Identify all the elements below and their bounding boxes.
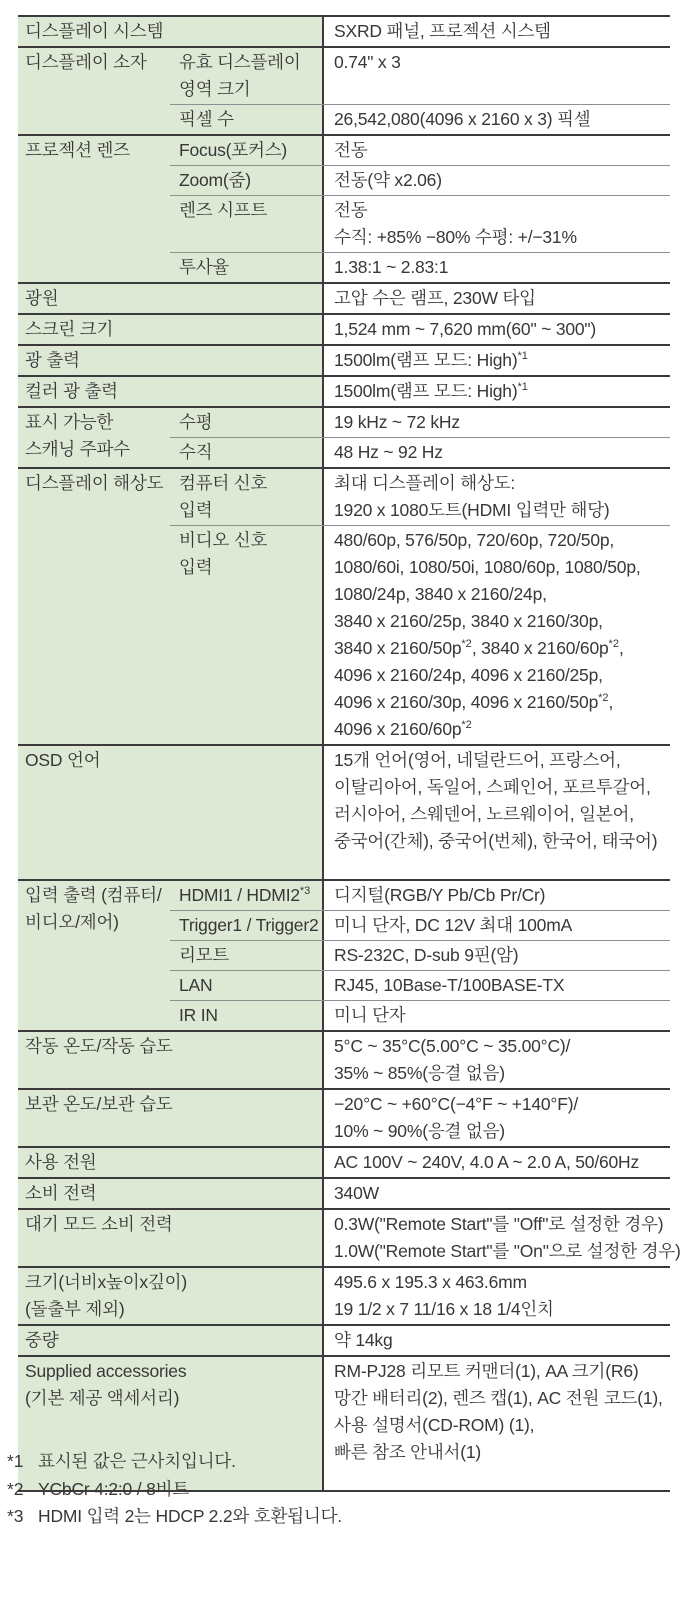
group-label	[18, 284, 322, 313]
group-label	[18, 346, 322, 375]
value-cell	[322, 1179, 670, 1208]
group-label-line: 중량	[25, 1330, 59, 1350]
table-row	[170, 48, 670, 104]
spec-group	[18, 1177, 670, 1208]
table-row	[170, 525, 670, 744]
sub-label-line: 영역 크기	[179, 79, 251, 99]
sub-label-line: 수직	[179, 442, 213, 462]
value-line: AC 100V ~ 240V, 4.0 A ~ 2.0 A, 50/60Hz	[334, 1152, 640, 1172]
spec-group	[18, 1266, 670, 1324]
sub-label-line: 렌즈 시프트	[179, 200, 268, 220]
value-cell	[322, 1148, 670, 1177]
sub-label	[170, 1001, 322, 1030]
value-line: 약 14kg	[334, 1330, 393, 1350]
value-line: SXRD 패널, 프로젝션 시스템	[334, 21, 551, 41]
sub-label	[170, 911, 322, 940]
sub-label-line: 비디오 신호	[179, 530, 268, 550]
sub-label	[170, 253, 322, 282]
group-label	[18, 746, 322, 879]
sub-label-line: 컴퓨터 신호	[179, 473, 268, 493]
value-line: RS-232C, D-sub 9핀(암)	[334, 945, 519, 965]
group-label-line: 디스플레이 시스템	[25, 21, 164, 41]
spec-group	[18, 879, 670, 1030]
spec-group	[18, 282, 670, 313]
group-label-line: 소비 전력	[25, 1183, 97, 1203]
value-cell	[322, 166, 670, 195]
value-cell	[322, 1001, 670, 1030]
spec-group	[18, 1030, 670, 1088]
value-line: 전동	[334, 200, 368, 220]
value-line: 전동(약 x2.06)	[334, 170, 442, 190]
sub-label-line: 투사율	[179, 257, 230, 277]
value-cell	[322, 196, 670, 252]
value-line: RM-PJ28 리모트 커맨더(1), AA 크기(R6)	[334, 1361, 639, 1381]
value-line: 1080/24p, 3840 x 2160/24p,	[334, 584, 547, 604]
group-label-line: 광원	[25, 288, 59, 308]
group-body	[322, 284, 670, 313]
footnote-marker: *1	[7, 1451, 24, 1471]
value-line: 러시아어, 스웨덴어, 노르웨이어, 일본어,	[334, 804, 634, 824]
group-label-line: 디스플레이 해상도	[25, 473, 164, 493]
group-label-line: 사용 전원	[25, 1152, 97, 1172]
table-row	[170, 1000, 670, 1030]
sub-label	[170, 941, 322, 970]
group-body	[170, 408, 670, 467]
sub-label	[170, 196, 322, 252]
value-cell	[322, 377, 670, 406]
group-label	[18, 1326, 322, 1355]
value-line: 48 Hz ~ 92 Hz	[334, 442, 443, 462]
group-label-line: 광 출력	[25, 350, 80, 370]
group-body	[322, 1179, 670, 1208]
value-line: 4096 x 2160/30p, 4096 x $2160/50p^{*2}$,	[334, 692, 614, 712]
value-cell	[322, 911, 670, 940]
table-row	[322, 1090, 670, 1146]
value-line: 0.74" x 3	[334, 52, 401, 72]
value-cell	[322, 469, 670, 525]
sub-label	[170, 166, 322, 195]
group-body	[170, 48, 670, 134]
group-label	[18, 315, 322, 344]
group-label-line: 보관 온도/보관 습도	[25, 1094, 173, 1114]
group-label	[18, 469, 170, 744]
value-line: 전동	[334, 140, 368, 160]
group-label	[18, 1090, 322, 1146]
table-row	[322, 1210, 681, 1266]
table-row	[170, 469, 670, 525]
group-body	[170, 881, 670, 1030]
value-cell	[322, 346, 670, 375]
value-line: 1080/60i, 1080/50i, 1080/60p, 1080/50p,	[334, 557, 641, 577]
table-row	[322, 1032, 670, 1088]
value-line: 빠른 참조 안내서(1)	[334, 1442, 482, 1462]
value-line: 19 kHz ~ 72 kHz	[334, 412, 460, 432]
value-cell	[322, 881, 670, 910]
group-label-line: 대기 모드 소비 전력	[25, 1214, 173, 1234]
footnote-text: HDMI 입력 2는 HDCP 2.2와 호환됩니다.	[38, 1506, 342, 1526]
spec-group	[18, 344, 670, 375]
sub-label-line: 입력	[179, 557, 213, 577]
spec-group	[18, 313, 670, 344]
value-cell	[322, 438, 670, 467]
spec-group	[18, 17, 670, 46]
footnote-marker: *3	[7, 1506, 24, 1526]
sub-label	[170, 408, 322, 437]
group-body	[322, 346, 670, 375]
spec-group	[18, 1208, 681, 1266]
value-cell	[322, 17, 670, 46]
group-label-line: 작동 온도/작동 습도	[25, 1036, 173, 1056]
sub-label	[170, 438, 322, 467]
value-line: 4096 x $2160/60p^{*2}$	[334, 719, 472, 739]
spec-group	[18, 46, 670, 134]
table-row	[322, 1268, 670, 1324]
table-row	[322, 1326, 670, 1355]
group-label-line: OSD 언어	[25, 750, 101, 770]
group-body	[322, 1032, 670, 1088]
value-line: 15개 언어(영어, 네덜란드어, 프랑스어,	[334, 750, 621, 770]
sub-label-line: 리모트	[179, 945, 230, 965]
group-label-line: 입력 출력 (컴퓨터/	[25, 885, 162, 905]
value-line: 495.6 x 195.3 x 463.6mm	[334, 1272, 527, 1292]
group-label	[18, 1148, 322, 1177]
sub-label	[170, 526, 322, 744]
group-label-line: 비디오/제어)	[25, 912, 119, 932]
value-line: 최대 디스플레이 해상도:	[334, 473, 516, 493]
value-line: 디지털(RGB/Y Pb/Cb Pr/Cr)	[334, 885, 546, 905]
table-row	[322, 284, 670, 313]
table-row	[170, 940, 670, 970]
value-line: 이탈리아어, 독일어, 스페인어, 포르투갈어,	[334, 777, 651, 797]
value-line: 고압 수은 램프, 230W 타입	[334, 288, 536, 308]
group-label	[18, 48, 170, 134]
value-line: 5°C ~ 35°C(5.00°C ~ 35.00°C)/	[334, 1036, 571, 1056]
sub-label	[170, 48, 322, 104]
footnote-text: 표시된 값은 근사치입니다.	[38, 1451, 236, 1471]
sub-label-line: Zoom(줌)	[179, 170, 251, 190]
value-line: RJ45, 10Base-T/100BASE-TX	[334, 975, 565, 995]
group-label-line: Supplied accessories	[25, 1361, 187, 1381]
spec-group	[18, 1324, 670, 1355]
group-label	[18, 1268, 322, 1324]
sub-label	[170, 105, 322, 134]
sub-label-line: HDMI1 / HDMI2$^{*3}$	[179, 885, 311, 905]
table-row	[322, 17, 670, 46]
sub-label	[170, 881, 322, 910]
value-cell	[322, 1357, 670, 1490]
footnote-marker: *2	[7, 1478, 24, 1499]
footnote-row	[7, 1476, 342, 1504]
table-row	[322, 746, 670, 879]
table-row	[322, 1148, 670, 1177]
group-label	[18, 136, 170, 282]
table-row	[322, 1357, 670, 1490]
value-cell	[322, 253, 670, 282]
spec-group	[18, 1146, 670, 1177]
value-line: 미니 단자, DC 12V 최대 100mA	[334, 915, 573, 935]
value-cell	[322, 1326, 670, 1355]
value-cell	[322, 1090, 670, 1146]
value-line: 미니 단자	[334, 1005, 406, 1025]
group-body	[322, 1090, 670, 1146]
value-line: 1500lm(램프 모드: High)$^{*1}$	[334, 381, 528, 401]
table-row	[170, 970, 670, 1000]
table-row	[322, 346, 670, 375]
sub-label-line: 입력	[179, 500, 213, 520]
footnote-text: YCbCr 4:2:0 / 8비트	[38, 1478, 190, 1499]
table-row	[170, 437, 670, 467]
group-label-line: (기본 제공 액세서리)	[25, 1388, 180, 1408]
value-cell	[322, 284, 670, 313]
value-line: 3840 x 2160/25p, 3840 x 2160/30p,	[334, 611, 603, 631]
value-cell	[322, 746, 670, 879]
value-line: 1,524 mm ~ 7,620 mm(60" ~ 300")	[334, 319, 597, 339]
value-cell	[322, 408, 670, 437]
group-body	[322, 1357, 670, 1490]
group-label	[18, 1179, 322, 1208]
group-body	[322, 1268, 670, 1324]
value-cell	[322, 315, 670, 344]
group-label-line: 스크린 크기	[25, 319, 114, 339]
group-body	[322, 1210, 681, 1266]
table-row	[170, 408, 670, 437]
spec-table	[18, 15, 681, 1492]
value-line: 0.3W("Remote Start"를 "Off"로 설정한 경우)	[334, 1214, 664, 1234]
value-line: −20°C ~ +60°C(−4°F ~ +140°F)/	[334, 1094, 578, 1114]
value-cell	[322, 136, 670, 165]
table-row	[322, 377, 670, 406]
sub-label-line: Trigger1 / Trigger2	[179, 915, 319, 935]
spec-group	[18, 375, 670, 406]
value-line: 480/60p, 576/50p, 720/60p, 720/50p,	[334, 530, 615, 550]
group-label	[18, 1210, 322, 1266]
group-label-line: 크기(너비x높이x깊이)	[25, 1272, 187, 1292]
group-body	[322, 1326, 670, 1355]
value-cell	[322, 105, 670, 134]
table-row	[322, 315, 670, 344]
value-cell	[322, 971, 670, 1000]
footnote-row	[7, 1503, 342, 1531]
sub-label-line: 유효 디스플레이	[179, 52, 301, 72]
value-line: 1.0W("Remote Start"를 "On"으로 설정한 경우)	[334, 1241, 681, 1261]
footnote-row	[7, 1448, 342, 1476]
sub-label-line: 수평	[179, 412, 213, 432]
value-line: 340W	[334, 1183, 379, 1203]
value-line: 사용 설명서(CD-ROM) (1),	[334, 1415, 535, 1435]
group-label-line: 디스플레이 소자	[25, 52, 147, 72]
sub-label	[170, 469, 322, 525]
spec-group	[18, 134, 670, 282]
sub-label-line: LAN	[179, 975, 213, 995]
group-body	[322, 1148, 670, 1177]
spec-group	[18, 406, 670, 467]
table-row	[170, 252, 670, 282]
value-line: 중국어(간체), 중국어(번체), 한국어, 태국어)	[334, 831, 658, 851]
group-label-line: 스캐닝 주파수	[25, 439, 130, 459]
value-line: 3840 x $2160/50p^{*2}$, 3840 x $2160/60p^{*2}$,	[334, 638, 624, 658]
value-line: 26,542,080(4096 x 2160 x 3) 픽셀	[334, 109, 591, 129]
group-label-line: (돌출부 제외)	[25, 1299, 125, 1319]
table-row	[170, 881, 670, 910]
table-row	[170, 104, 670, 134]
table-row	[170, 136, 670, 165]
group-body	[322, 377, 670, 406]
value-cell	[322, 941, 670, 970]
sub-label-line: 픽셀 수	[179, 109, 234, 129]
value-line: 4096 x 2160/24p, 4096 x 2160/25p,	[334, 665, 603, 685]
value-line: 망간 배터리(2), 렌즈 캡(1), AC 전원 코드(1),	[334, 1388, 663, 1408]
group-label	[18, 377, 322, 406]
group-body	[322, 17, 670, 46]
value-line: 1.38:1 ~ 2.83:1	[334, 257, 449, 277]
spec-group	[18, 467, 670, 744]
table-row	[170, 195, 670, 252]
group-label	[18, 17, 322, 46]
table-row	[170, 165, 670, 195]
value-cell	[322, 526, 670, 744]
value-line: 1920 x 1080도트(HDMI 입력만 해당)	[334, 500, 610, 520]
group-body	[322, 746, 670, 879]
value-line: 19 1/2 x 7 11/16 x 18 1/4인치	[334, 1299, 554, 1319]
footnotes	[7, 1448, 342, 1531]
spec-group	[18, 744, 670, 879]
sub-label	[170, 971, 322, 1000]
group-label-line: 컬러 광 출력	[25, 381, 118, 401]
value-line: 35% ~ 85%(응결 없음)	[334, 1063, 505, 1083]
group-body	[170, 136, 670, 282]
value-cell	[322, 1032, 670, 1088]
group-body	[170, 469, 670, 744]
value-line: 1500lm(램프 모드: High)$^{*1}$	[334, 350, 528, 370]
value-cell	[322, 48, 670, 104]
value-cell	[322, 1210, 681, 1266]
table-row	[170, 910, 670, 940]
value-line: 수직: +85% −80% 수평: +/−31%	[334, 227, 577, 247]
value-cell	[322, 1268, 670, 1324]
group-label	[18, 881, 170, 1030]
group-label	[18, 408, 170, 467]
group-label-line: 표시 가능한	[25, 412, 114, 432]
sub-label-line: IR IN	[179, 1005, 218, 1025]
group-label	[18, 1032, 322, 1088]
table-row	[322, 1179, 670, 1208]
sub-label	[170, 136, 322, 165]
spec-group	[18, 1088, 670, 1146]
sub-label-line: Focus(포커스)	[179, 140, 288, 160]
value-line: 10% ~ 90%(응결 없음)	[334, 1121, 505, 1141]
group-body	[322, 315, 670, 344]
group-label-line: 프로젝션 렌즈	[25, 140, 130, 160]
